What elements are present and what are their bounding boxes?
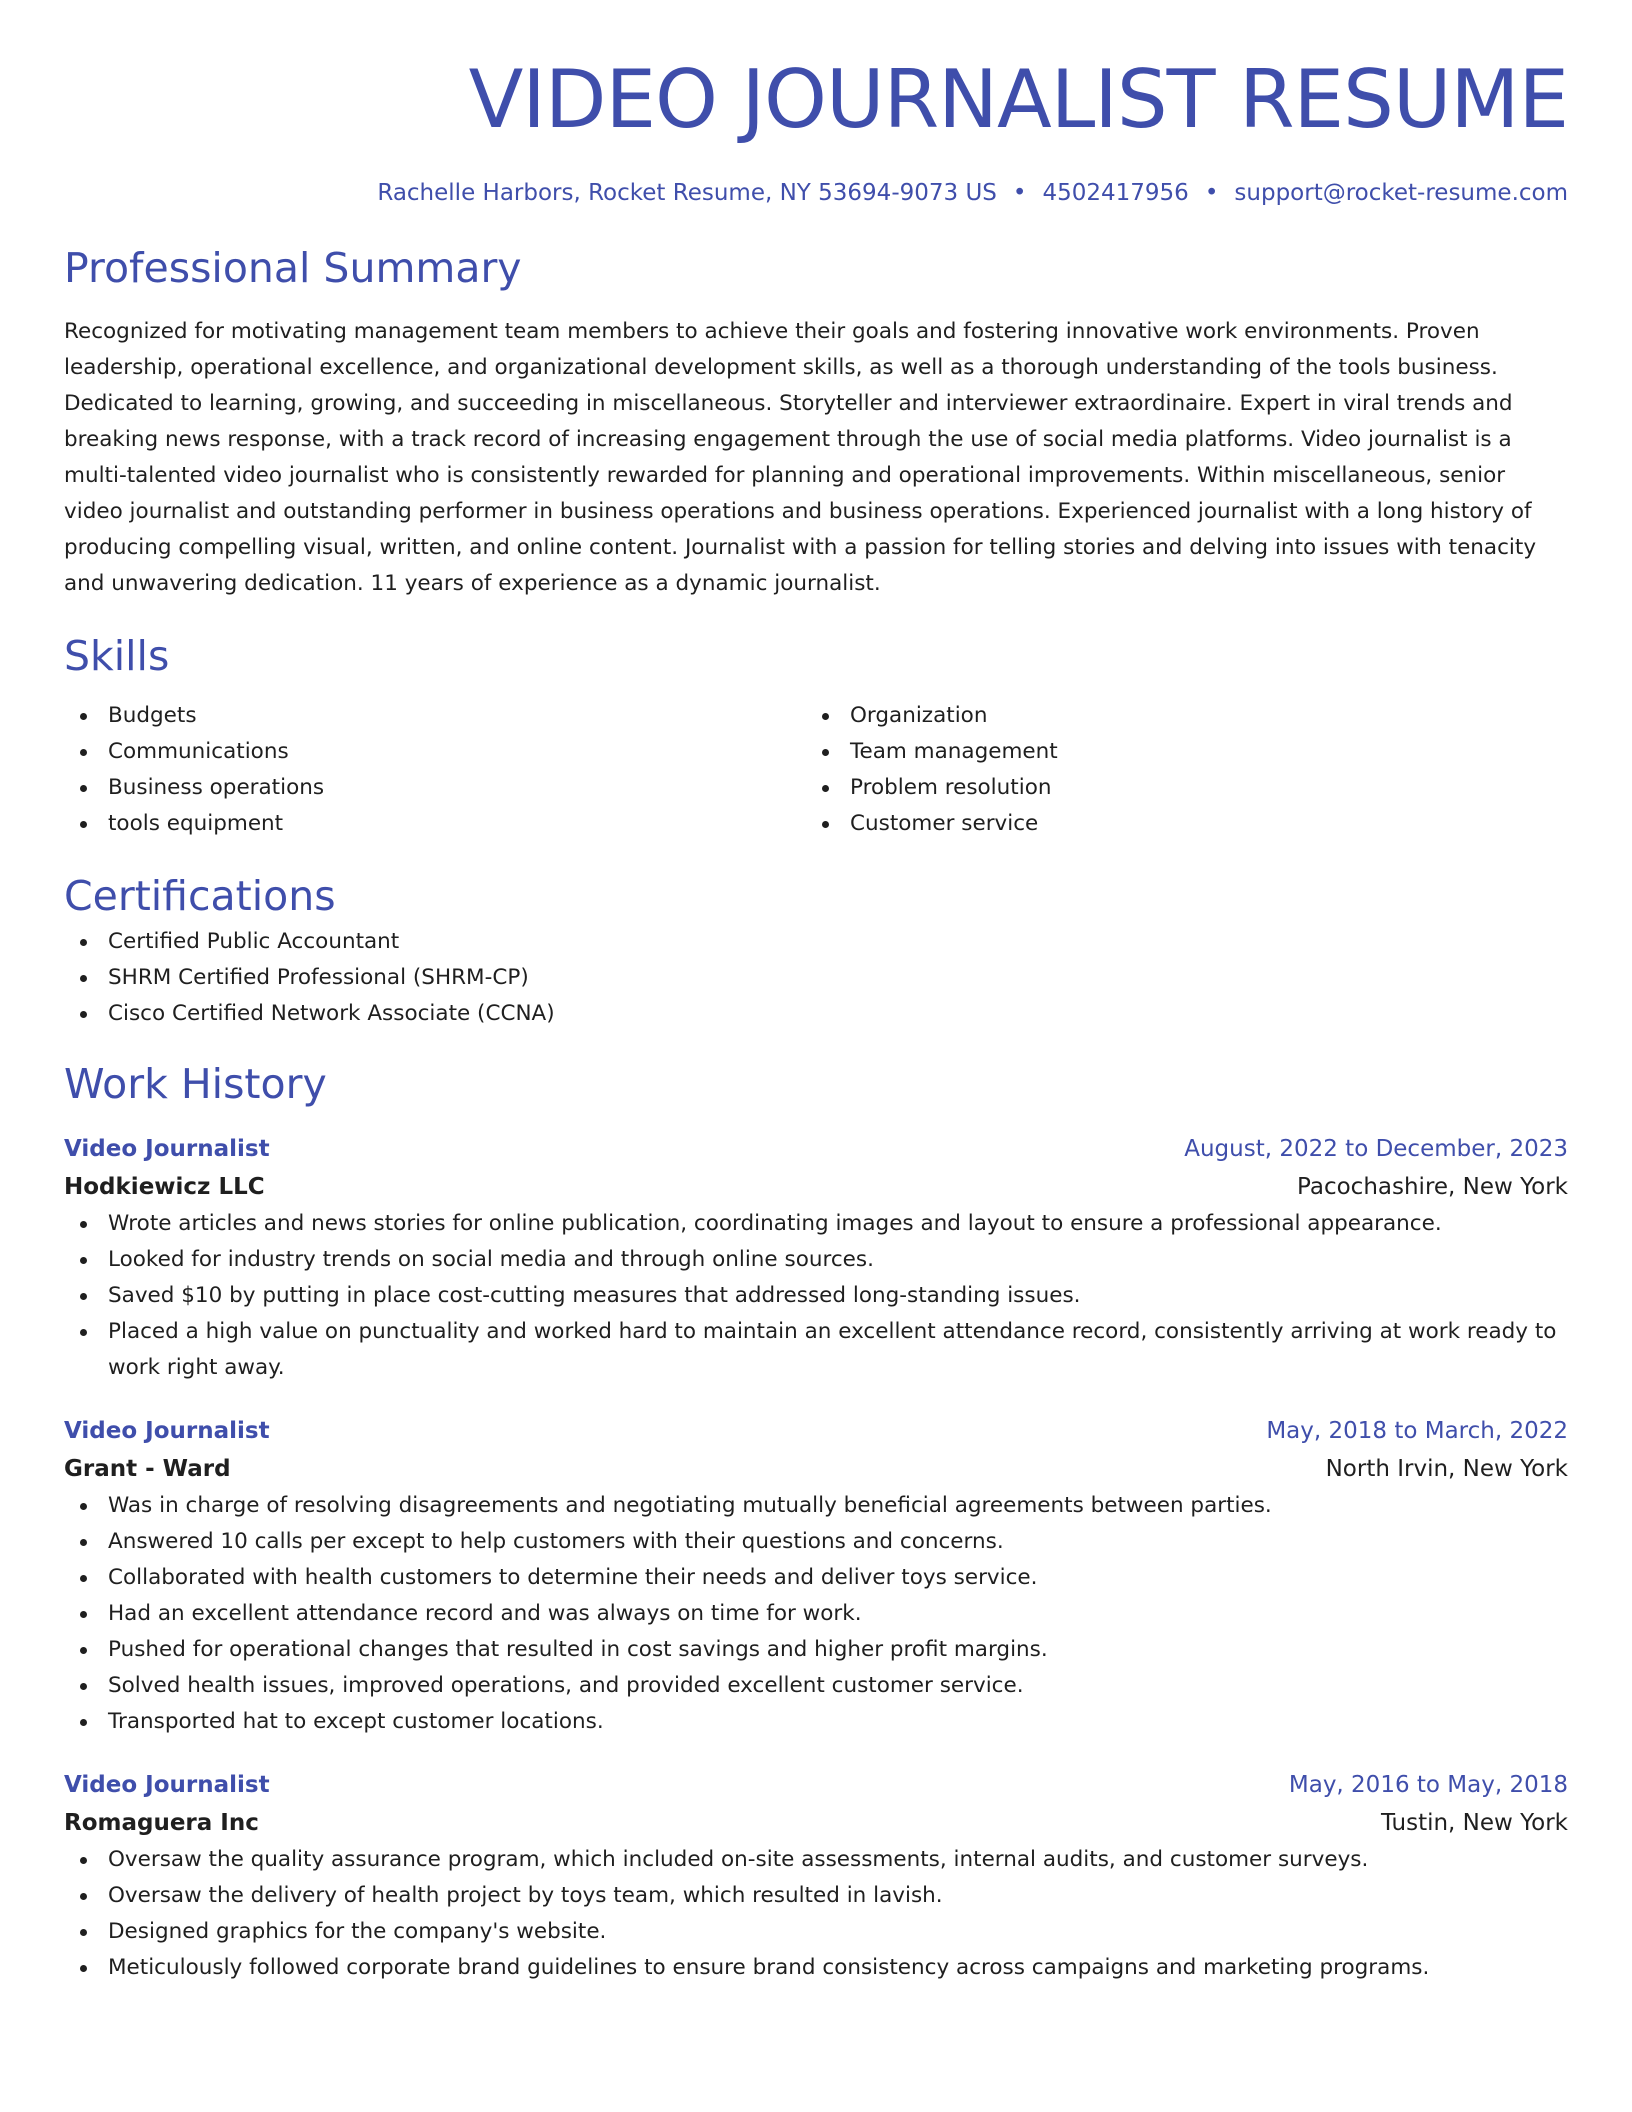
skill-item: Communications bbox=[64, 734, 806, 770]
job-bullet: Oversaw the delivery of health project by toys team, which resulted in lavish. bbox=[64, 1878, 1568, 1914]
certification-item: Certified Public Accountant bbox=[64, 924, 1568, 960]
skill-item: Problem resolution bbox=[806, 770, 1548, 806]
job-location: Tustin, New York bbox=[1380, 1810, 1568, 1836]
skill-item: Team management bbox=[806, 734, 1548, 770]
skills-heading: Skills bbox=[64, 632, 170, 680]
job-entry bbox=[64, 1412, 1568, 1740]
job-bullet: Transported hat to except customer locations. bbox=[64, 1704, 1568, 1740]
certification-item: Cisco Certified Network Associate (CCNA) bbox=[64, 996, 1568, 1032]
skills-grid bbox=[64, 698, 1568, 842]
job-bullets bbox=[64, 1488, 1568, 1740]
job-bullet: Wrote articles and news stories for online publication, coordinating images and layout to ensure a professional appearance. bbox=[64, 1206, 1568, 1242]
contact-phone: 4502417956 bbox=[1042, 180, 1189, 206]
job-header-row bbox=[64, 1412, 1568, 1450]
job-bullet: Looked for industry trends on social media and through online sources. bbox=[64, 1242, 1568, 1278]
skill-item: Budgets bbox=[64, 698, 806, 734]
job-bullets bbox=[64, 1842, 1568, 1986]
work-history-heading: Work History bbox=[64, 1060, 327, 1108]
contact-email: support@rocket-resume.com bbox=[1234, 180, 1568, 206]
job-header-row bbox=[64, 1766, 1568, 1804]
job-company-row bbox=[64, 1804, 1568, 1842]
job-title: Video Journalist bbox=[64, 1136, 270, 1162]
job-bullet: Designed graphics for the company's website. bbox=[64, 1914, 1568, 1950]
summary-text: Recognized for motivating management team members to achieve their goals and fostering innovative work environments. Proven leadership, operational excellence, and organizational development skills, as well as a thorough understanding of the tools business. Dedicated to learning, growing, and succeeding in miscellaneous. Storyteller and interviewer extraordinaire. Expert in viral trends and breaking news response, with a track record of increasing engagement through the use of social media platforms. Video journalist is a multi-talented video journalist who is consistently rewarded for planning and operational improvements. Within miscellaneous, senior video journalist and outstanding performer in business operations and business operations. Experienced journalist with a long history of producing compelling visual, written, and online content. Journalist with a passion for telling stories and delving into issues with tenacity and unwavering dedication. 11 years of experience as a dynamic journalist. bbox=[64, 319, 1537, 596]
skill-item: Customer service bbox=[806, 806, 1548, 842]
job-bullet: Oversaw the quality assurance program, which included on-site assessments, internal audits, and customer surveys. bbox=[64, 1842, 1568, 1878]
job-location: North Irvin, New York bbox=[1325, 1456, 1568, 1482]
job-company-row bbox=[64, 1450, 1568, 1488]
job-bullet: Was in charge of resolving disagreements and negotiating mutually beneficial agreements between parties. bbox=[64, 1488, 1568, 1524]
job-dates: May, 2016 to May, 2018 bbox=[1288, 1772, 1568, 1798]
contact-line bbox=[64, 178, 1568, 208]
job-company-row bbox=[64, 1168, 1568, 1206]
job-entry bbox=[64, 1130, 1568, 1386]
job-company: Hodkiewicz LLC bbox=[64, 1174, 265, 1200]
resume-header bbox=[64, 52, 1568, 208]
job-location: Pacochashire, New York bbox=[1297, 1174, 1568, 1200]
resume-title: VIDEO JOURNALIST RESUME bbox=[468, 53, 1568, 146]
job-company: Romaguera Inc bbox=[64, 1810, 259, 1836]
skills-right-column bbox=[806, 698, 1548, 842]
job-bullet: Pushed for operational changes that resulted in cost savings and higher profit margins. bbox=[64, 1632, 1568, 1668]
separator-dot: • bbox=[1204, 180, 1219, 206]
separator-dot: • bbox=[1012, 180, 1027, 206]
job-entry bbox=[64, 1766, 1568, 1986]
skill-item: tools equipment bbox=[64, 806, 806, 842]
job-company: Grant - Ward bbox=[64, 1456, 231, 1482]
job-bullet: Collaborated with health customers to determine their needs and deliver toys service. bbox=[64, 1560, 1568, 1596]
job-dates: May, 2018 to March, 2022 bbox=[1266, 1418, 1568, 1444]
job-bullet: Answered 10 calls per except to help customers with their questions and concerns. bbox=[64, 1524, 1568, 1560]
job-bullet: Placed a high value on punctuality and worked hard to maintain an excellent attendance record, consistently arriving at work ready to work right away. bbox=[64, 1314, 1568, 1386]
skill-item: Business operations bbox=[64, 770, 806, 806]
contact-address: Rachelle Harbors, Rocket Resume, NY 53694-9073 US bbox=[377, 180, 997, 206]
certifications-list bbox=[64, 924, 1568, 1032]
skills-left-column bbox=[64, 698, 806, 842]
job-bullet: Saved $10 by putting in place cost-cutting measures that addressed long-standing issues. bbox=[64, 1278, 1568, 1314]
job-title: Video Journalist bbox=[64, 1772, 270, 1798]
job-bullet: Solved health issues, improved operations, and provided excellent customer service. bbox=[64, 1668, 1568, 1704]
job-bullets bbox=[64, 1206, 1568, 1386]
job-bullet: Had an excellent attendance record and was always on time for work. bbox=[64, 1596, 1568, 1632]
certifications-heading: Certifications bbox=[64, 872, 336, 920]
job-dates: August, 2022 to December, 2023 bbox=[1184, 1136, 1568, 1162]
summary-heading: Professional Summary bbox=[64, 244, 522, 292]
job-title: Video Journalist bbox=[64, 1418, 270, 1444]
skill-item: Organization bbox=[806, 698, 1548, 734]
job-bullet: Meticulously followed corporate brand guidelines to ensure brand consistency across campaigns and marketing programs. bbox=[64, 1950, 1568, 1986]
job-header-row bbox=[64, 1130, 1568, 1168]
certification-item: SHRM Certified Professional (SHRM-CP) bbox=[64, 960, 1568, 996]
